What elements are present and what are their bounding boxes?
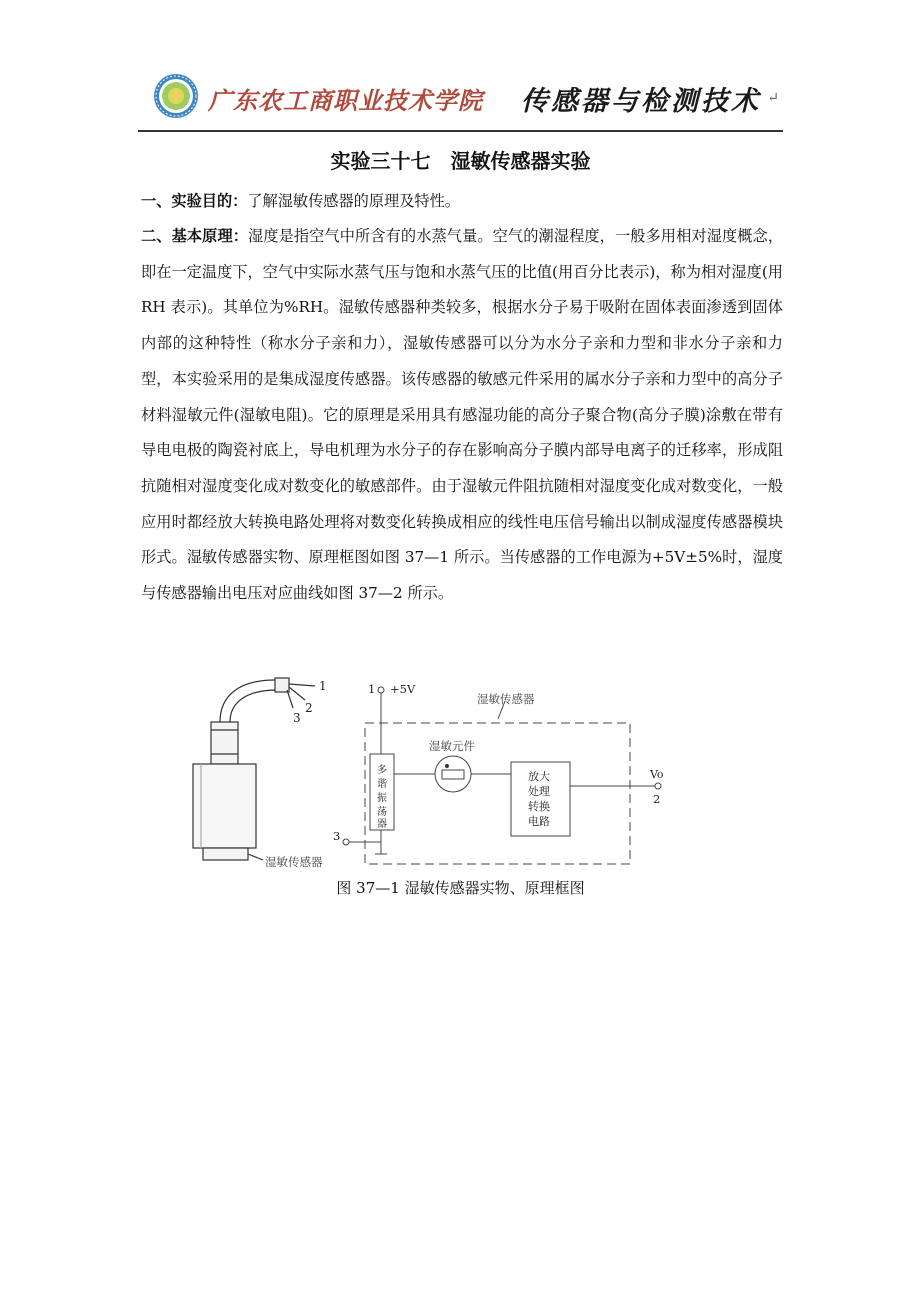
converter-line-3: 电路 [528,815,550,828]
oscillator-char-1: 谐 [377,779,387,790]
purpose-paragraph [141,184,783,220]
pin2-label: 2 [653,792,661,806]
wire-label-3: 3 [293,711,301,725]
principle-paragraph [141,219,783,612]
oscillator-char-2: 振 [377,793,387,804]
converter-line-1: 处理 [528,785,550,798]
oscillator-char-4: 器 [377,819,387,830]
supply-label: +5V [390,682,416,696]
purpose-heading: 一、实验目的： [141,192,248,210]
school-name: 广东农工商职业技术学院 [208,86,483,115]
sensor-label: 湿敏传感器 [265,855,323,869]
block-diagram [343,687,661,864]
header-divider [138,130,783,132]
purpose-text: 了解湿敏传感器的原理及特性。 [247,192,460,210]
wire-label-2: 2 [305,701,313,715]
element-label: 湿敏元件 [429,739,475,753]
page-header [138,62,783,132]
course-name: 传感器与检测技术 [521,86,761,117]
school-logo-icon [153,73,199,119]
figure-caption: 图 37—1 湿敏传感器实物、原理框图 [336,879,585,897]
sensor-photo [193,678,315,860]
return-mark: ↵ [767,90,779,106]
wire-label-1: 1 [319,679,327,693]
principle-heading: 二、基本原理： [141,227,249,245]
oscillator-char-0: 多 [377,765,387,776]
output-label: Vo [650,768,664,781]
principle-text: 湿度是指空气中所含有的水蒸气量。空气的潮湿程度，一般多用相对湿度概念，即在一定温度下，空气中实际水蒸气压与饱和水蒸气压的比值(用百分比表示)，称为相对湿度(用 RH 表示)。其单位为%RH。湿敏传感器种类较多，根据水分子易于吸附在固体表面渗透到固体内部的这种特性（称水分子亲和力），湿敏传感器可以分为水分子亲和力型和非水分子亲和力型，本实验采用的是集成湿度传感器。该传感器的敏感元件采用的属水分子亲和力型中的高分子材料湿敏元件(湿敏电阻)。它的原理是采用具有感湿功能的高分子聚合物(高分子膜)涂敷在带有导电电极的陶瓷衬底上，导电机理为水分子的存在影响高分子膜内部导电离子的迁移率，形成阻抗随相对湿度变化成对数变化的敏感部件。由于湿敏元件阻抗随相对湿度变化成对数变化，一般应用时都经放大转换电路处理将对数变化转换成相应的线性电压信号输出以制成湿度传感器模块形式。湿敏传感器实物、原理框图如图 37—1 所示。当传感器的工作电源为+5V±5%时，湿度与传感器输出电压对应曲线如图 37—2 所示。 [141,227,784,603]
figure-37-1 [185,670,685,885]
oscillator-char-3: 荡 [377,807,387,818]
module-label: 湿敏传感器 [477,692,535,706]
pin3-label: 3 [333,829,341,843]
pin1-label: 1 [368,682,376,696]
page-title: 实验三十七 湿敏传感器实验 [330,149,591,173]
converter-line-0: 放大 [528,770,550,783]
converter-line-2: 转换 [528,800,550,813]
